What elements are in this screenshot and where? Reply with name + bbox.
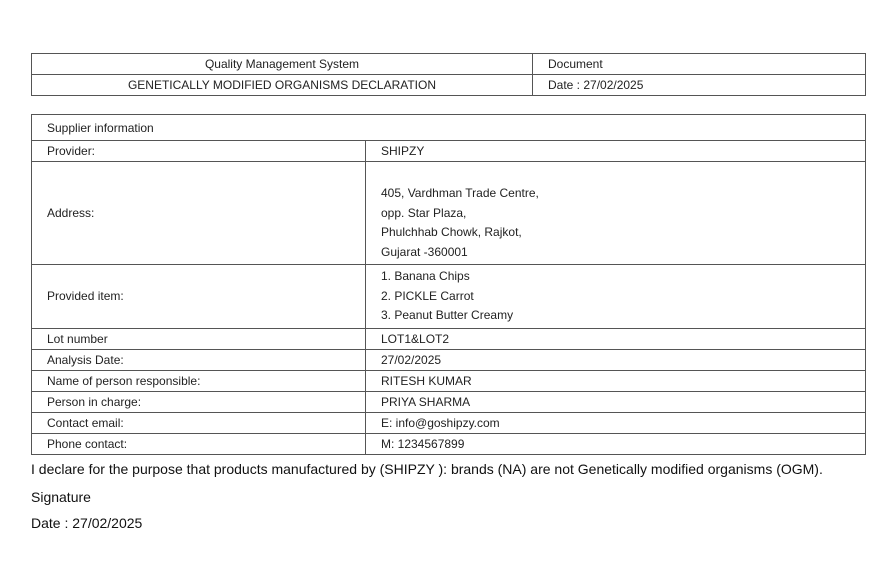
table-row	[32, 265, 866, 329]
header-row	[32, 75, 866, 96]
table-row	[32, 328, 866, 349]
address-value	[366, 162, 866, 265]
table-row	[32, 141, 866, 162]
address-line: Phulchhab Chowk, Rajkot,	[381, 225, 522, 239]
provided-item-label: Provided item:	[32, 265, 366, 329]
address-label: Address:	[32, 162, 366, 265]
document-label: Document	[533, 54, 866, 75]
table-row	[32, 162, 866, 265]
lot-number-value: LOT1&LOT2	[366, 328, 866, 349]
person-responsible-label: Name of person responsible:	[32, 370, 366, 391]
section-title: Supplier information	[32, 115, 866, 141]
provided-item: 3. Peanut Butter Creamy	[381, 308, 514, 322]
address-line: 405, Vardhman Trade Centre,	[381, 186, 539, 200]
header-date: Date : 27/02/2025	[533, 75, 866, 96]
table-row	[32, 433, 866, 454]
document-header-table	[31, 53, 866, 96]
phone-contact-label: Phone contact:	[32, 433, 366, 454]
declaration-text: I declare for the purpose that products manufactured by (SHIPZY ): brands (NA) are not Genetically modified organisms (OGM).	[31, 461, 823, 477]
person-responsible-value: RITESH KUMAR	[366, 370, 866, 391]
table-row	[32, 412, 866, 433]
table-row	[32, 370, 866, 391]
provider-value: SHIPZY	[366, 141, 866, 162]
address-line: opp. Star Plaza,	[381, 205, 467, 220]
qms-label: Quality Management System	[32, 54, 533, 75]
table-row	[32, 391, 866, 412]
signature-label: Signature	[31, 489, 91, 505]
lot-number-label: Lot number	[32, 328, 366, 349]
provided-items-value	[366, 265, 866, 329]
phone-contact-value: M: 1234567899	[366, 433, 866, 454]
provided-item: 2. PICKLE Carrot	[381, 288, 474, 303]
provider-label: Provider:	[32, 141, 366, 162]
contact-email-value: E: info@goshipzy.com	[366, 412, 866, 433]
document-title: GENETICALLY MODIFIED ORGANISMS DECLARATION	[32, 75, 533, 96]
footer-date: Date : 27/02/2025	[31, 515, 143, 531]
analysis-date-label: Analysis Date:	[32, 349, 366, 370]
person-in-charge-label: Person in charge:	[32, 391, 366, 412]
supplier-information-table	[31, 114, 866, 455]
analysis-date-value: 27/02/2025	[366, 349, 866, 370]
contact-email-label: Contact email:	[32, 412, 366, 433]
header-row	[32, 54, 866, 75]
section-title-row	[32, 115, 866, 141]
person-in-charge-value: PRIYA SHARMA	[366, 391, 866, 412]
address-line: Gujarat -360001	[381, 244, 468, 259]
table-row	[32, 349, 866, 370]
provided-item: 1. Banana Chips	[381, 269, 470, 283]
